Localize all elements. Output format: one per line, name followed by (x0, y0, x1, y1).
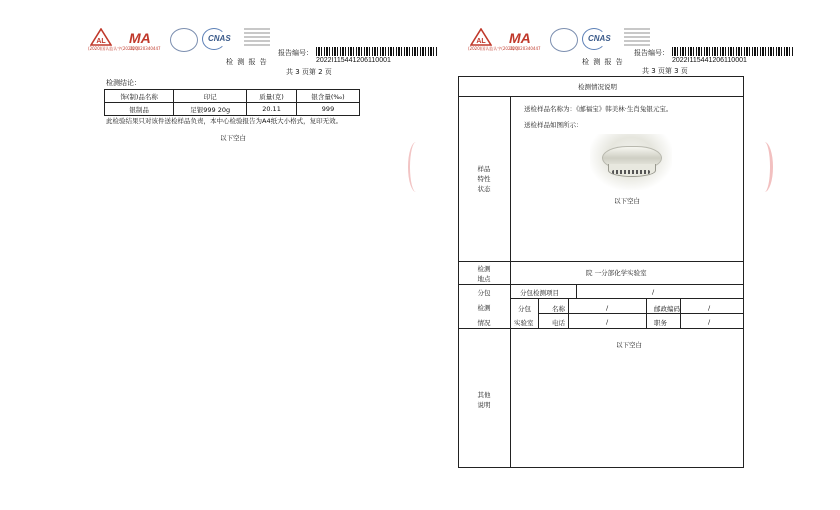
other-notes-label (464, 390, 504, 410)
label-column-divider (510, 96, 511, 467)
phone-value: / (606, 318, 609, 326)
report-barcode (672, 47, 794, 56)
subcontract-item-value: / (652, 288, 655, 296)
postcode-value: / (708, 304, 711, 312)
subcontract-label: 分包 (477, 289, 491, 297)
sub-label: 分包 (518, 305, 531, 313)
results-table-header (105, 90, 360, 103)
cnas-logo: CNAS (582, 28, 622, 50)
col-mark: 印记 (174, 90, 247, 103)
ilac-mra-logo (550, 28, 578, 52)
conclusion-label: 检测结论： (106, 79, 141, 87)
accreditation-number-note (244, 28, 270, 48)
cal-caption: (2020)国认监认字(2020)号 (88, 46, 139, 51)
sample-status-text: 样品 特性 状态 (477, 165, 491, 193)
report-title: 检 测 报 告 (582, 58, 624, 66)
sample-photo-label: 送检样品如图所示： (524, 121, 583, 129)
cma-caption: 220020340447 (130, 46, 161, 51)
postcode-label: 邮政编码 (654, 305, 680, 313)
report-number: 2022I115441206110001 (672, 57, 747, 64)
name-value: / (606, 304, 609, 312)
sample-name: 送检样品名称为：《邮福宝》韩美林·生肖兔银元宝。 (524, 105, 673, 113)
position-value: / (708, 318, 711, 326)
other-notes-label-text: 其他 说明 (477, 391, 491, 409)
svg-text:AL: AL (476, 38, 486, 45)
sample-photo (590, 134, 672, 190)
col-weight: 质量(克) (247, 90, 297, 103)
ilac-mra-logo (170, 28, 198, 52)
seam-stamp-mark (408, 142, 424, 192)
divider (458, 96, 744, 97)
other-blank-end: 以下空白 (616, 341, 642, 349)
cnas-logo: CNAS (202, 28, 242, 50)
table-row (105, 103, 360, 116)
divider (576, 284, 577, 298)
location-label-text: 检测 地点 (477, 265, 491, 283)
cal-caption: (2020)国认监认字(2020)号 (468, 46, 519, 51)
lab-label: 实验室 (514, 319, 534, 327)
position-label: 职务 (654, 319, 667, 327)
name-label: 名称 (552, 305, 565, 313)
report-page-right (440, 0, 840, 510)
phone-label: 电话 (552, 319, 565, 327)
svg-text:MA: MA (509, 30, 531, 46)
cell-mark: 足银999 20g (174, 103, 247, 116)
divider (458, 261, 744, 262)
svg-text:AL: AL (96, 38, 106, 45)
accreditation-number-note (624, 28, 650, 48)
blank-end-marker: 以下空白 (220, 134, 246, 142)
photo-blank-end: 以下空白 (614, 197, 640, 205)
subcontract-item-label: 分包检测项目 (520, 289, 559, 297)
cell-weight: 20.11 (247, 103, 297, 116)
report-page-left (60, 0, 460, 510)
seam-stamp-mark (756, 142, 773, 192)
detection-label: 检测 (477, 304, 491, 312)
divider (458, 284, 744, 285)
cell-silver-content: 999 (297, 103, 360, 116)
page-info: 共 3 页第 3 页 (642, 67, 688, 75)
cma-caption: 220020340447 (510, 46, 541, 51)
divider (510, 298, 744, 299)
divider (458, 328, 744, 329)
divider (538, 313, 744, 314)
col-item-name: 饰(制)品名称 (105, 90, 174, 103)
cell-item-name: 银制品 (105, 103, 174, 116)
svg-text:MA: MA (129, 30, 151, 46)
report-title: 检 测 报 告 (226, 58, 268, 66)
page-info: 共 3 页第 2 页 (286, 68, 332, 76)
table-header: 检测情况说明 (578, 83, 617, 91)
report-barcode (316, 47, 438, 56)
ingot-chain (612, 170, 650, 174)
location-value: 院 一分部化学实验室 (586, 269, 647, 277)
report-number-label: 报告编号： (634, 49, 669, 57)
col-silver-content: 银含量(‰) (297, 90, 360, 103)
validity-note: 此检验结果只对该件送检样品负责，本中心检验报告为A4纸大小格式，复印无效。 (106, 117, 343, 125)
status-label: 情况 (477, 319, 491, 327)
location-label (464, 264, 504, 284)
sample-status-label (464, 164, 504, 194)
report-number: 2022I115441206110001 (316, 57, 391, 64)
report-number-label: 报告编号： (278, 49, 313, 57)
results-table (104, 89, 360, 116)
